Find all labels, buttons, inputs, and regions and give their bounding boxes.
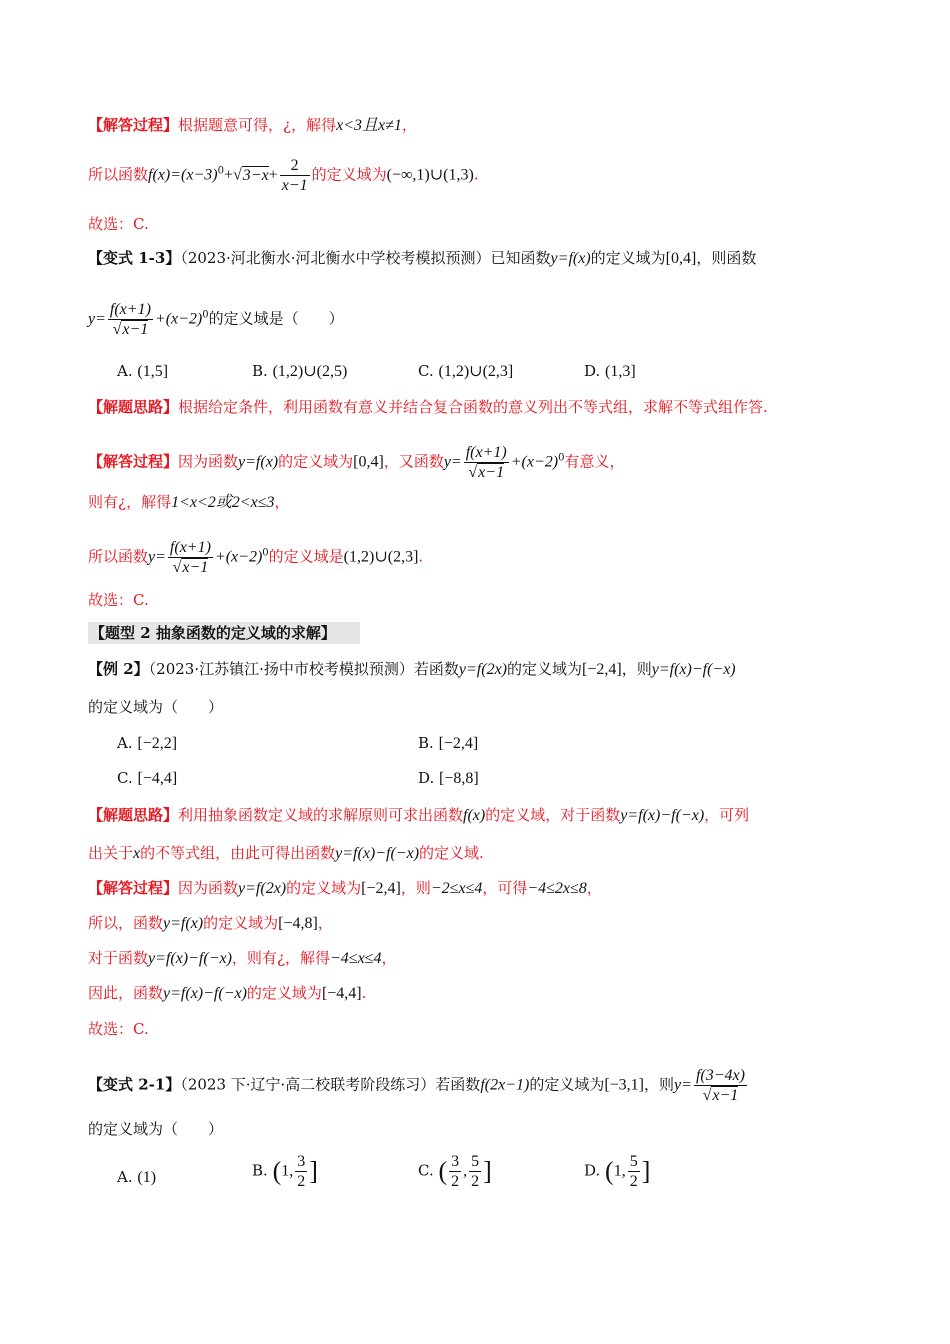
solution-v13-line-3: 所以函数y= $\frac{f(x+1)}{√x-1}$ $+(x-2)^0$的定义域是(1,2)∪(2,3]. bbox=[88, 539, 424, 576]
section-header: 【题型 2 抽象函数的定义域的求解】 bbox=[88, 622, 360, 644]
question-v13-formula: y= $\frac{f(x+1)}{√x-1}$ $+(x-2)^0$的定义域是（ ） bbox=[88, 301, 344, 338]
solution-ex2-line-4: 因此，函数y=f(x)−f(−x)的定义域为[−4,4]. bbox=[88, 984, 367, 1002]
think-v13: 【解题思路】根据给定条件，利用函数有意义并结合复合函数的意义列出不等式组，求解不等式组作答. bbox=[88, 398, 768, 416]
answer-line: 故选：C. bbox=[88, 215, 149, 233]
solution-label: 【解答过程】 bbox=[88, 116, 179, 134]
think-ex2-line-1: 【解题思路】利用抽象函数定义域的求解原则可求出函数f(x)的定义域，对于函数y=f(x)−f(−x)，可列 bbox=[88, 806, 750, 824]
fraction: $\frac{f(x+1)}{√x-1}$ bbox=[169, 539, 211, 576]
fraction: $\frac{f(3-4x)}{√x-1}$ bbox=[695, 1067, 745, 1104]
solution-v13-line-2: 则有¿，解得1<x<2或2<x≤3， bbox=[88, 493, 290, 511]
option-a[interactable]: A. (1,5] bbox=[117, 362, 169, 380]
fraction: $\frac{f(x+1)}{√x-1}$ bbox=[465, 444, 507, 481]
think-ex2-line-2: 出关于x的不等式组，由此可得出函数y=f(x)−f(−x)的定义域. bbox=[88, 844, 484, 862]
answer-line: 故选：C. bbox=[88, 1020, 149, 1038]
solution-ex2-line-2: 所以，函数y=f(x)的定义域为[−4,8]， bbox=[88, 914, 333, 932]
fraction: $\frac{2}{x-1}$ bbox=[281, 157, 308, 194]
solution-line-1: 【解答过程】根据题意可得，¿，解得x<3且x≠1， bbox=[88, 116, 417, 134]
option-b[interactable]: B. (1, $\frac{3}{2}$ ] bbox=[252, 1153, 318, 1190]
question-v13: 【变式 1-3】（2023·河北衡水·河北衡水中学校考模拟预测）已知函数y=f(x)的定义域为[0,4]，则函数 bbox=[88, 249, 757, 267]
option-c[interactable]: C. ( $\frac{3}{2}$ , $\frac{5}{2}$ ] bbox=[418, 1153, 492, 1190]
option-b[interactable]: B. [−2,4] bbox=[418, 734, 479, 752]
question-label: 【变式 1-3】 bbox=[88, 249, 181, 267]
solution-line-2: 所以函数$f(x)=(x-3)^0+√3-x+$ $\frac{2}{x-1}$ 的定义域为(−∞,1)∪(1,3). bbox=[88, 157, 479, 194]
question-ex2-line-2: 的定义域为（ ） bbox=[88, 698, 224, 716]
option-a[interactable]: A. [−2,2] bbox=[117, 734, 178, 752]
solution-ex2-line-3: 对于函数y=f(x)−f(−x)，则有¿，解得−4≤x≤4， bbox=[88, 949, 397, 967]
option-c[interactable]: C. [−4,4] bbox=[117, 769, 178, 787]
fraction: $\frac{f(x+1)}{√x-1}$ bbox=[109, 301, 151, 338]
question-v21: 【变式 2-1】（2023 下·辽宁·高二校联考阶段练习）若函数f(2x−1)的定义域为[−3,1]，则y= $\frac{f(3-4x)}{√x-1}$ bbox=[88, 1067, 745, 1104]
question-ex2: 【例 2】（2023·江苏镇江·扬中市校考模拟预测）若函数y=f(2x)的定义域为[−2,4]，则y=f(x)−f(−x) bbox=[88, 660, 736, 678]
option-d[interactable]: D. (1,3] bbox=[584, 362, 636, 380]
solution-ex2-line-1: 【解答过程】因为函数y=f(2x)的定义域为[−2,4]，则−2≤x≤4，可得−4≤2x≤8， bbox=[88, 879, 602, 897]
option-b[interactable]: B. (1,2)∪(2,5) bbox=[252, 362, 348, 380]
question-v21-line-2: 的定义域为（ ） bbox=[88, 1120, 224, 1138]
option-a[interactable]: A. (1) bbox=[117, 1168, 157, 1186]
option-d[interactable]: D. (1, $\frac{5}{2}$ ] bbox=[584, 1153, 651, 1190]
solution-v13-line-1: 【解答过程】因为函数y=f(x)的定义域为[0,4]，又函数y= $\frac{f(x+1)}{√x-1}$ $+(x-2)^0$有意义， bbox=[88, 444, 625, 481]
option-d[interactable]: D. [−8,8] bbox=[418, 769, 479, 787]
answer-line: 故选：C. bbox=[88, 591, 149, 609]
option-c[interactable]: C. (1,2)∪(2,3] bbox=[418, 362, 514, 380]
